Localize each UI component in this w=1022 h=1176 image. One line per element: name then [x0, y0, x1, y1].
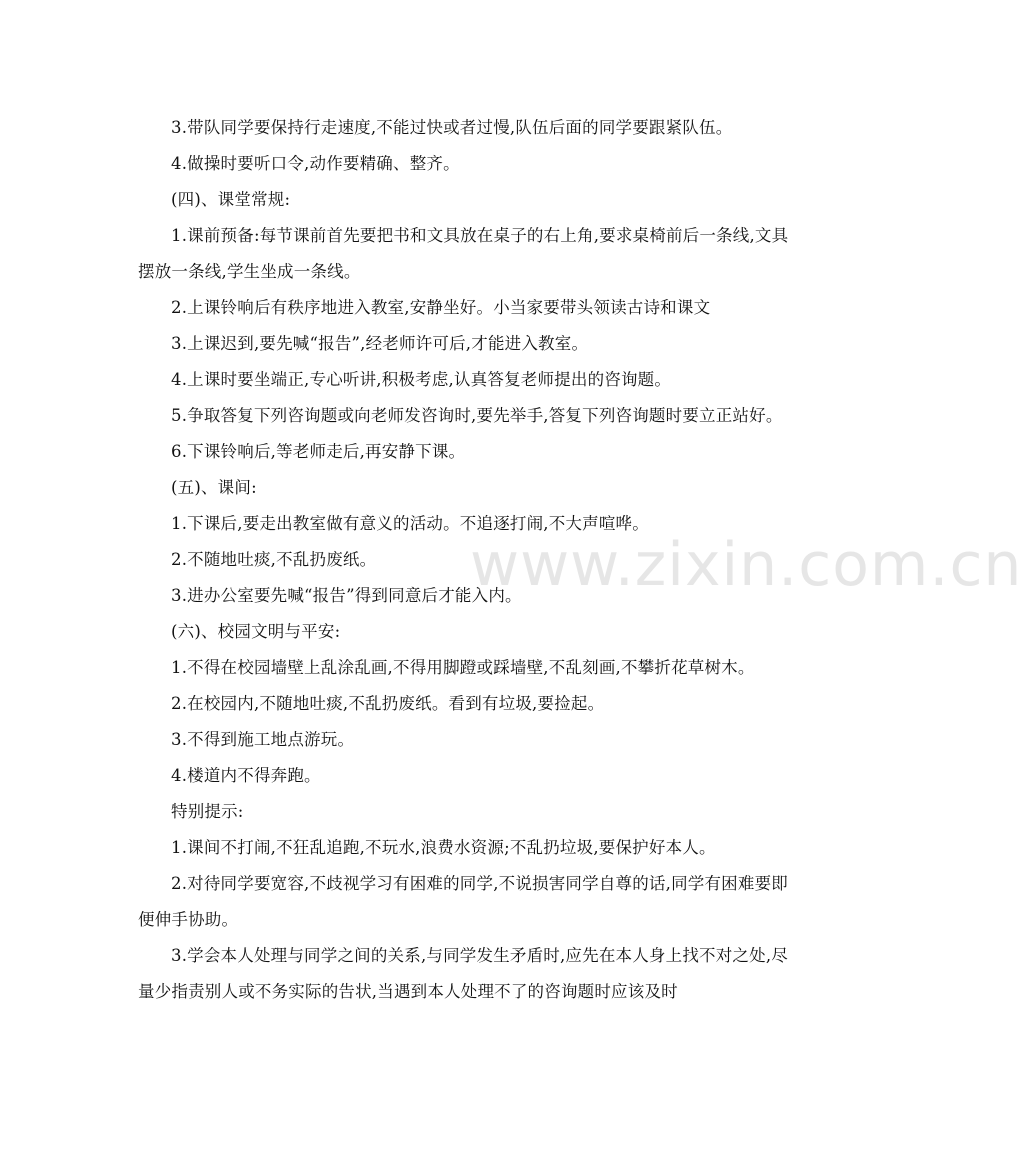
section-heading: (六)、校园文明与平安: [171, 622, 341, 641]
paragraph: 1.课前预备:每节课前首先要把书和文具放在桌子的右上角,要求桌椅前后一条线,文具摆放一条线,学生坐成一条线。 [138, 226, 789, 281]
paragraph: 2.不随地吐痰,不乱扔废纸。 [171, 550, 377, 569]
paragraph: 6.下课铃响后,等老师走后,再安静下课。 [171, 442, 466, 461]
document-body [138, 110, 793, 1010]
paragraph: 2.在校园内,不随地吐痰,不乱扔废纸。看到有垃圾,要捡起。 [171, 694, 605, 713]
paragraph: 1.不得在校园墙壁上乱涂乱画,不得用脚蹬或踩墙壁,不乱刻画,不攀折花草树木。 [171, 658, 755, 677]
paragraph: 3.学会本人处理与同学之间的关系,与同学发生矛盾时,应先在本人身上找不对之处,尽量少指责别人或不务实际的告状,当遇到本人处理不了的咨询题时应该及时 [138, 946, 788, 1001]
section-heading: (四)、课堂常规: [171, 190, 291, 209]
paragraph: 1.下课后,要走出教室做有意义的活动。不追逐打闹,不大声喧哗。 [171, 514, 649, 533]
paragraph: 5.争取答复下列咨询题或向老师发咨询时,要先举手,答复下列咨询题时要立正站好。 [171, 406, 783, 425]
paragraph: 2.对待同学要宽容,不歧视学习有困难的同学,不说损害同学自尊的话,同学有困难要即便伸手协助。 [138, 874, 788, 929]
section-heading: 特别提示: [171, 802, 244, 821]
section-heading: (五)、课间: [171, 478, 257, 497]
paragraph: 4.做操时要听口令,动作要精确、整齐。 [171, 154, 460, 173]
paragraph: 3.不得到施工地点游玩。 [171, 730, 355, 749]
paragraph: 3.上课迟到,要先喊“报告”,经老师许可后,才能进入教室。 [171, 334, 589, 353]
watermark-text: www.zixin.com.cn [470, 530, 1022, 600]
paragraph: 3.进办公室要先喊“报告”得到同意后才能入内。 [171, 586, 522, 605]
paragraph: 1.课间不打闹,不狂乱追跑,不玩水,浪费水资源;不乱扔垃圾,要保护好本人。 [171, 838, 716, 857]
paragraph: 2.上课铃响后有秩序地进入教室,安静坐好。小当家要带头领读古诗和课文 [171, 298, 711, 317]
paragraph: 4.上课时要坐端正,专心听讲,积极考虑,认真答复老师提出的咨询题。 [171, 370, 672, 389]
paragraph: 4.楼道内不得奔跑。 [171, 766, 321, 785]
paragraph: 3.带队同学要保持行走速度,不能过快或者过慢,队伍后面的同学要跟紧队伍。 [171, 118, 733, 137]
